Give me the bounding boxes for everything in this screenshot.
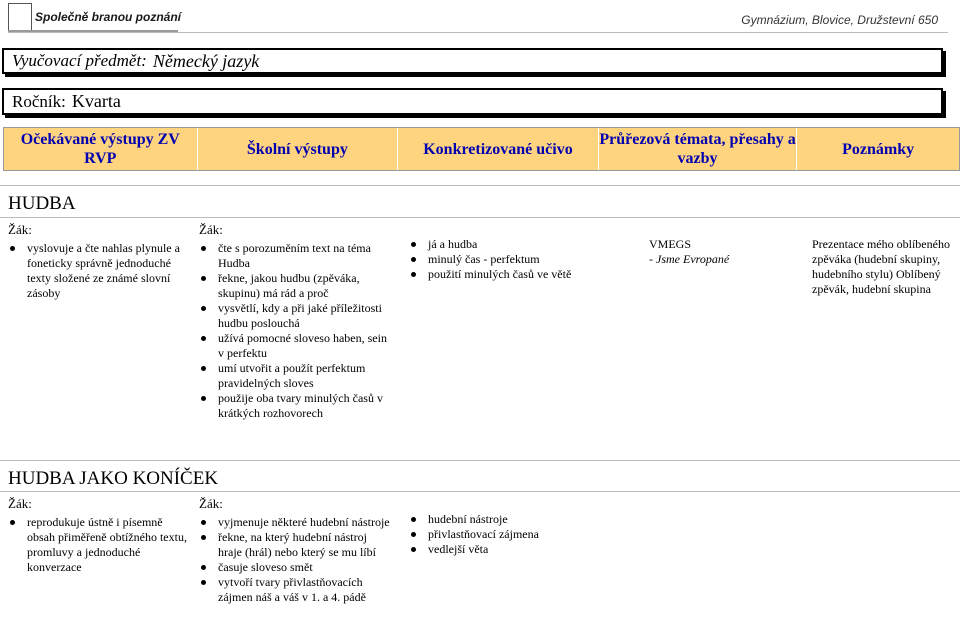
grade-box	[2, 88, 943, 115]
list-item: vyslovuje a čte nahlas plynule a foneticky správně jednoduché texty složené ze známé slovní zásoby	[8, 241, 188, 301]
subject-value: Německý jazyk	[152, 50, 260, 71]
list-item: hudební nástroje	[409, 512, 594, 527]
student-label: Žák:	[199, 222, 223, 237]
outcomes-cell	[199, 496, 391, 605]
logo-icon	[8, 3, 32, 31]
logo-text: Společně branou poznání	[35, 10, 182, 24]
list-item: minulý čas - perfektum	[409, 252, 594, 267]
expected-cell	[8, 496, 188, 575]
page-header	[0, 0, 960, 40]
list-item: já a hudba	[409, 237, 594, 252]
curriculum-cell	[409, 512, 594, 557]
section-title: HUDBA JAKO KONÍČEK	[8, 468, 219, 489]
cross-topic-title: VMEGS	[649, 237, 692, 251]
section-divider	[0, 185, 960, 186]
list-item: vytvoří tvary přivlastňovacích zájmen náš a váš v 1. a 4. pádě	[199, 575, 391, 605]
subject-label: Vyučovací předmět:	[12, 51, 147, 70]
subject-box	[2, 48, 943, 74]
notes-cell: Prezentace mého oblíbeného zpěváka (hudební skupiny, hudebního stylu) Oblíbený zpěvák, hudební skupina	[812, 237, 950, 296]
column-header-cross-topics: Průřezová témata, přesahy a vazby	[599, 128, 798, 170]
section-divider	[0, 460, 960, 461]
list-item: vyjmenuje některé hudební nástroje	[199, 515, 391, 530]
list-item: řekne, na který hudební nástroj hraje (hrál) nebo který se mu líbí	[199, 530, 391, 560]
list-item: řekne, jakou hudbu (zpěváka, skupinu) má rád a proč	[199, 271, 391, 301]
column-header-outcomes: Školní výstupy	[198, 128, 399, 170]
outcomes-cell	[199, 222, 391, 421]
section-divider	[0, 491, 960, 492]
section-divider	[0, 217, 960, 218]
column-header-notes: Poznámky	[797, 128, 959, 170]
student-label: Žák:	[199, 496, 223, 511]
header-divider	[8, 32, 948, 33]
cross-topics-cell	[649, 237, 789, 267]
curriculum-cell	[409, 237, 594, 282]
column-header-expected: Očekávané výstupy ZV RVP	[4, 128, 198, 170]
list-item: čte s porozuměním text na téma Hudba	[199, 241, 391, 271]
list-item: použije oba tvary minulých časů v krátkých rozhovorech	[199, 391, 391, 421]
table-header	[3, 127, 960, 171]
grade-label: Ročník:	[12, 91, 66, 111]
grade-value: Kvarta	[71, 91, 121, 111]
list-item: vedlejší věta	[409, 542, 594, 557]
student-label: Žák:	[8, 496, 32, 511]
list-item: umí utvořit a použít perfektum pravidelných sloves	[199, 361, 391, 391]
student-label: Žák:	[8, 222, 32, 237]
list-item: přivlastňovací zájmena	[409, 527, 594, 542]
cross-topic-sub: - Jsme Evropané	[649, 252, 730, 266]
list-item: časuje sloveso smět	[199, 560, 391, 575]
school-name: Gymnázium, Blovice, Družstevní 650	[741, 13, 938, 27]
section-title: HUDBA	[8, 193, 76, 214]
list-item: vysvětlí, kdy a při jaké příležitosti hudbu poslouchá	[199, 301, 391, 331]
list-item: reprodukuje ústně i písemně obsah přiměřeně obtížného textu, promluvy a jednoduché konverzace	[8, 515, 188, 575]
expected-cell	[8, 222, 188, 301]
list-item: použití minulých časů ve větě	[409, 267, 594, 282]
column-header-curriculum: Konkretizované učivo	[398, 128, 599, 170]
list-item: užívá pomocné sloveso haben, sein v perfektu	[199, 331, 391, 361]
